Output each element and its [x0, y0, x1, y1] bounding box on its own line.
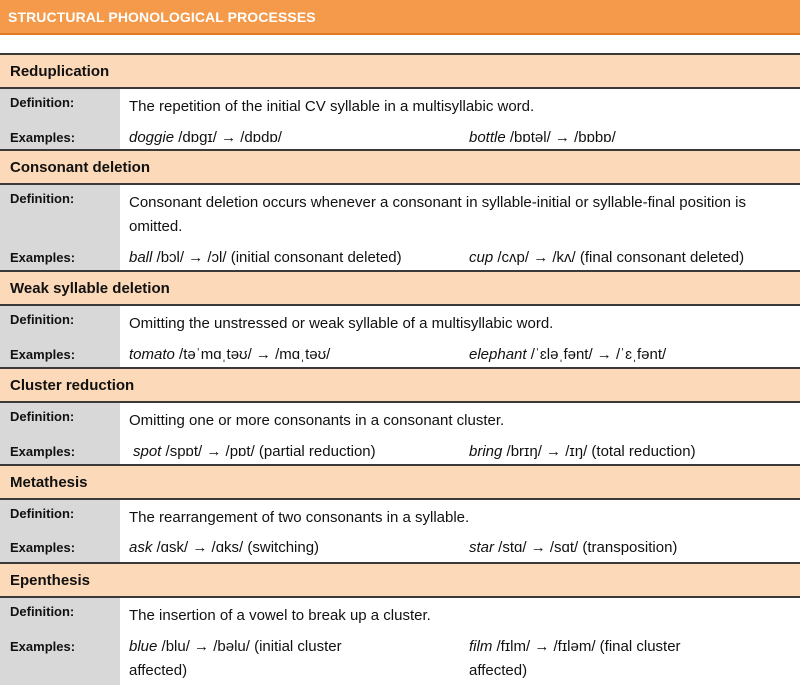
example-word: film [469, 638, 493, 655]
section-header-weak-syllable-deletion [0, 272, 800, 306]
definition-row [0, 500, 800, 532]
examples-label: Examples: [0, 242, 120, 270]
example-transcription: /stɑ/ → /sɑt/ (transposition) [494, 539, 678, 556]
examples-row [0, 532, 800, 562]
examples-content [120, 339, 800, 367]
example-1 [129, 536, 469, 562]
example-1 [129, 440, 469, 464]
section-header-consonant-deletion [0, 151, 800, 185]
section-body-reduplication [0, 89, 800, 151]
examples-row [0, 436, 800, 464]
section-title: Cluster reduction [10, 377, 135, 394]
section-title: Weak syllable deletion [10, 280, 170, 297]
definition-text: The repetition of the initial CV syllable in a multisyllabic word. [129, 98, 535, 115]
examples-label: Examples: [0, 122, 120, 149]
examples-row [0, 631, 800, 685]
examples-content [120, 122, 800, 149]
section-header-metathesis [0, 466, 800, 500]
definition-text: The rearrangement of two consonants in a syllable. [129, 509, 470, 526]
definition-label: Definition: [0, 598, 120, 631]
examples-label: Examples: [0, 532, 120, 562]
definition-text: The insertion of a vowel to break up a cluster. [129, 607, 431, 624]
examples-row [0, 339, 800, 367]
section-title: Reduplication [10, 63, 110, 80]
example-transcription: /bɔl/ → /ɔl/ (initial consonant deleted) [152, 249, 402, 266]
section-body-cluster-reduction [0, 403, 800, 466]
example-2 [469, 536, 792, 562]
examples-row [0, 242, 800, 270]
example-word: star [469, 539, 495, 556]
definition-text: Omitting one or more consonants in a consonant cluster. [129, 412, 505, 429]
examples-content [120, 532, 800, 562]
definition-label: Definition: [0, 500, 120, 532]
definition-row [0, 306, 800, 339]
section-body-weak-syllable-deletion [0, 306, 800, 369]
definition-row [0, 89, 800, 122]
example-transcription: /brɪŋ/ → /ɪŋ/ (total reduction) [502, 443, 696, 460]
examples-content [120, 436, 800, 464]
example-word: doggie [129, 129, 175, 146]
example-word: ball [129, 249, 153, 266]
example-transcription: /cʌp/ → /kʌ/ (final consonant deleted) [493, 249, 745, 266]
definition-label: Definition: [0, 403, 120, 436]
example-2 [469, 635, 792, 685]
definition-text: Omitting the unstressed or weak syllable of a multisyllabic word. [129, 315, 554, 332]
examples-content [120, 242, 800, 270]
example-word: blue [129, 638, 158, 655]
example-2 [469, 343, 792, 367]
definition-text: Consonant deletion occurs whenever a consonant in syllable-initial or syllable-final position is omitted. [129, 194, 747, 235]
example-word: bring [469, 443, 503, 460]
example-word: tomato [129, 346, 175, 363]
example-1 [129, 126, 469, 149]
definition-label: Definition: [0, 185, 120, 242]
examples-label: Examples: [0, 436, 120, 464]
example-word: spot [133, 443, 162, 460]
definition-row [0, 403, 800, 436]
definition-row [0, 185, 800, 242]
example-1 [129, 246, 469, 270]
definition-label: Definition: [0, 306, 120, 339]
section-header-reduplication [0, 55, 800, 89]
process-table [0, 53, 800, 685]
examples-content [120, 631, 800, 685]
definition-row [0, 598, 800, 631]
examples-label: Examples: [0, 339, 120, 367]
example-transcription: /fɪlm/ → /fɪləm/ (final cluster affected) [469, 638, 681, 679]
section-title: Metathesis [10, 474, 88, 491]
title-bar [0, 0, 800, 35]
example-word: cup [469, 249, 494, 266]
example-word: bottle [469, 129, 506, 146]
example-transcription: /blu/ → /bəlu/ (initial cluster affected) [129, 638, 342, 679]
examples-label: Examples: [0, 631, 120, 685]
example-2 [469, 440, 792, 464]
examples-row [0, 122, 800, 149]
example-2 [469, 126, 792, 149]
example-2 [469, 246, 792, 270]
example-transcription: /ɑsk/ → /ɑks/ (switching) [152, 539, 320, 556]
section-body-metathesis [0, 500, 800, 564]
section-title: Consonant deletion [10, 159, 150, 176]
example-transcription: /təˈmɑˌtəʊ/ → /mɑˌtəʊ/ [174, 346, 331, 363]
section-body-epenthesis [0, 598, 800, 685]
example-transcription: /spɒt/ → /pɒt/ (partial reduction) [161, 443, 376, 460]
example-1 [129, 635, 469, 685]
section-header-epenthesis [0, 564, 800, 598]
example-transcription: /dɒgɪ/ → /dɒdɒ/ [174, 129, 282, 146]
example-word: elephant [469, 346, 527, 363]
example-transcription: /ˈɛləˌfənt/ → /ˈɛˌfənt/ [526, 346, 667, 363]
section-title: Epenthesis [10, 572, 91, 589]
example-word: ask [129, 539, 153, 556]
section-body-consonant-deletion [0, 185, 800, 272]
definition-label: Definition: [0, 89, 120, 122]
page-title: STRUCTURAL PHONOLOGICAL PROCESSES [8, 9, 316, 25]
section-header-cluster-reduction [0, 369, 800, 403]
example-transcription: /bɒtəl/ → /bɒbɒ/ [505, 129, 616, 146]
example-1 [129, 343, 469, 367]
